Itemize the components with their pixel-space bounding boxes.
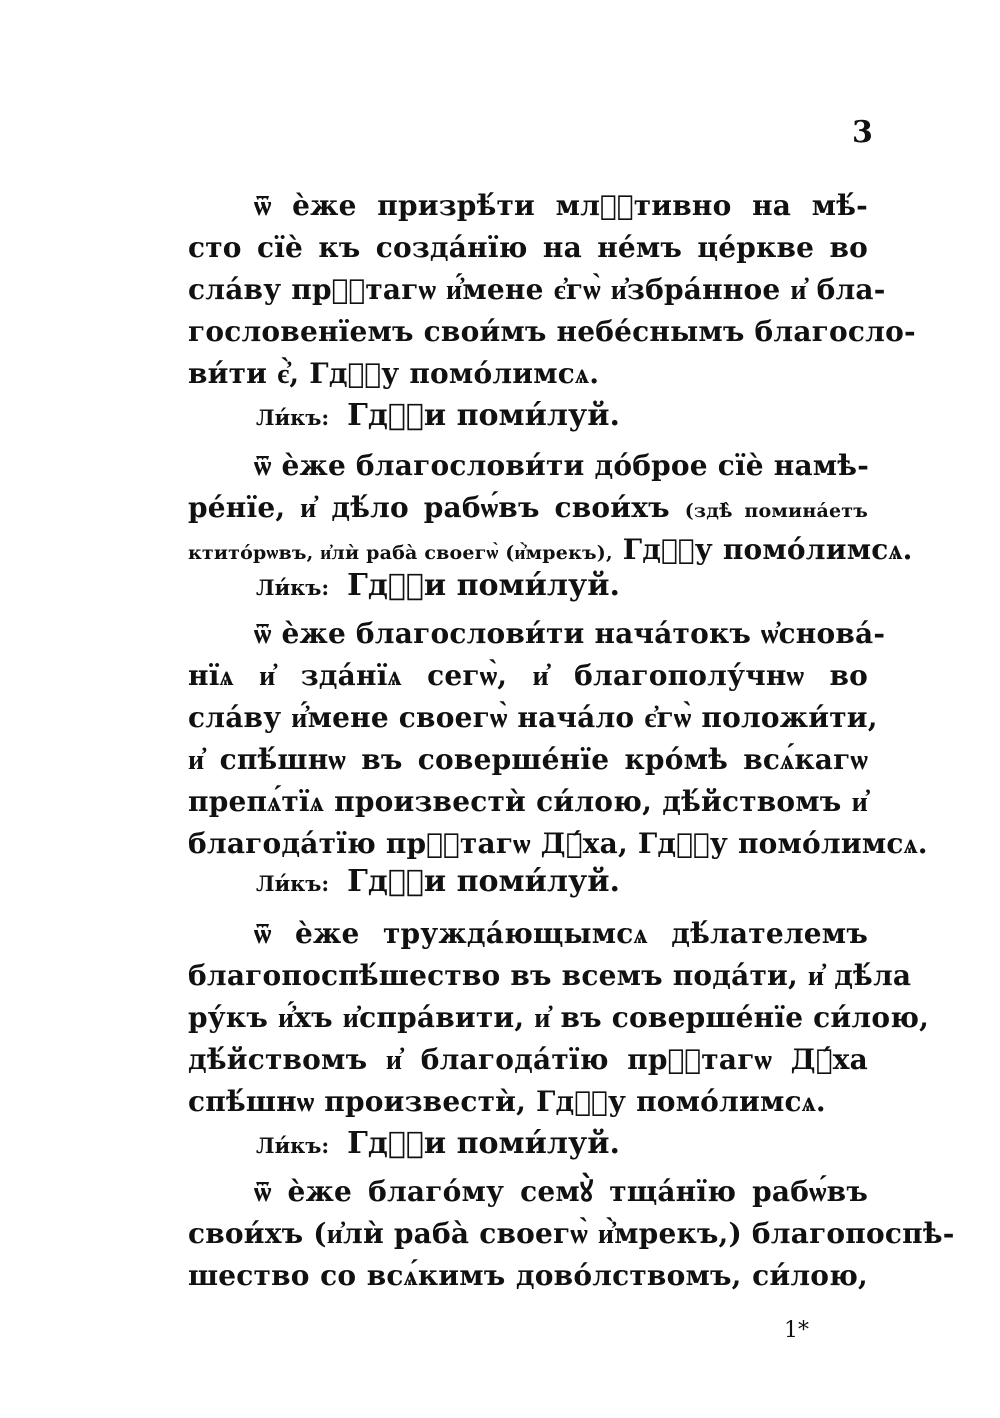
petition-3-line-2: нїѧ и҆ зда́нїѧ сегѡ̀, и҆ благополу́чнѡ во xyxy=(188,659,868,692)
petition-1-line-5: ви́ти є҆̀, Гдⷭ҇у помо́лимсѧ. xyxy=(188,357,600,390)
petition-3-line-5: препѧ́тїѧ произвестѝ си́лою, дѣ́йствомъ и҆ xyxy=(188,785,868,818)
choir-response-3 xyxy=(256,856,620,908)
petition-2-line-1: ѿ ѐже благослови́ти до́брое сїѐ намѣ- xyxy=(254,449,870,482)
petition-2-rubric-continuation: ктито́рѡвъ, и҆лѝ раба̀ своегѡ̀ (и҆̀мрекъ), xyxy=(188,542,613,564)
petition-4-line-5: спѣ́шнѡ произвестѝ, Гдⷭ҇у помо́лимсѧ. xyxy=(188,1085,826,1118)
choir-response-label: Ли́къ: xyxy=(256,575,330,600)
petition-4-line-4: дѣ́йствомъ и҆ благода́тїю прⷭ҇тагѡ Дꙋ́ха xyxy=(188,1043,868,1076)
choir-response-label: Ли́къ: xyxy=(256,871,330,896)
petition-2-line-2-main: ре́нїе, и҆ дѣ́ло рабѡ́въ свои́хъ xyxy=(188,491,670,524)
petition-5-line-3: шество со всѧ́кимъ дово́лствомъ, си́лою, xyxy=(188,1259,868,1292)
petition-4-line-1: ѿ ѐже тружда́ющымсѧ дѣ́лателемъ xyxy=(254,917,868,950)
signature-mark: 1* xyxy=(784,1318,809,1343)
choir-response-text: Гдⷭ҇и поми́луй. xyxy=(347,864,620,899)
petition-4-line-3: ру́къ и҆́хъ и҆спра́вити, и҆ въ соверше́нїе си́лою, xyxy=(188,1001,930,1034)
choir-response-text: Гдⷭ҇и поми́луй. xyxy=(347,398,620,433)
petition-3-line-1: ѿ ѐже благослови́ти нача́токъ ѡ҆снова́- xyxy=(254,617,886,650)
petition-1-line-3: сла́ву прⷭ҇тагѡ и҆́мене є҆гѡ̀ и҆збра́нное и҆ бла- xyxy=(188,273,886,306)
petition-1-line-1: ѿ ѐже призрѣ́ти млⷭ҇тивно на мѣ́- xyxy=(254,189,868,222)
choir-response-label: Ли́къ: xyxy=(256,1133,330,1158)
petition-2-rubric-note: (здѣ̀ помина́етъ xyxy=(684,500,869,522)
petition-4-line-2: благопоспѣ́шество въ всемъ пода́ти, и҆ дѣ́ла xyxy=(188,959,912,992)
choir-response-text: Гдⷭ҇и поми́луй. xyxy=(347,568,620,603)
choir-response-2 xyxy=(256,560,620,612)
petition-2-line-3-ending: Гдⷭ҇у помо́лимсѧ. xyxy=(622,533,913,566)
petition-3-line-4: и҆ спѣ́шнѡ въ соверше́нїе кро́мѣ всѧ́кагѡ xyxy=(188,743,868,776)
choir-response-4 xyxy=(256,1118,620,1170)
petition-1-line-2: сто сїѐ къ созда́нїю на не́мъ це́ркве во xyxy=(188,231,868,264)
petition-5-line-1: ѿ ѐже благо́му семꙋ̀ тща́нїю рабѡ́въ xyxy=(254,1175,868,1208)
choir-response-1 xyxy=(256,390,620,442)
page-number: 3 xyxy=(852,115,873,150)
petition-3-line-6: благода́тїю прⷭ҇тагѡ Дꙋ́ха, Гдⷭ҇у помо́лимсѧ. xyxy=(188,827,928,860)
petition-1-line-4: гословенїемъ свои́мъ небе́снымъ благосло- xyxy=(188,315,916,348)
petition-3-line-3: сла́ву и҆́мене своегѡ̀ нача́ло є҆гѡ̀ положи́ти, xyxy=(188,701,878,734)
choir-response-label: Ли́къ: xyxy=(256,405,330,430)
choir-response-text: Гдⷭ҇и поми́луй. xyxy=(347,1126,620,1161)
petition-5-line-2: свои́хъ (и҆лѝ раба̀ своегѡ̀ и҆̀мрекъ,) благопоспѣ- xyxy=(188,1217,955,1250)
